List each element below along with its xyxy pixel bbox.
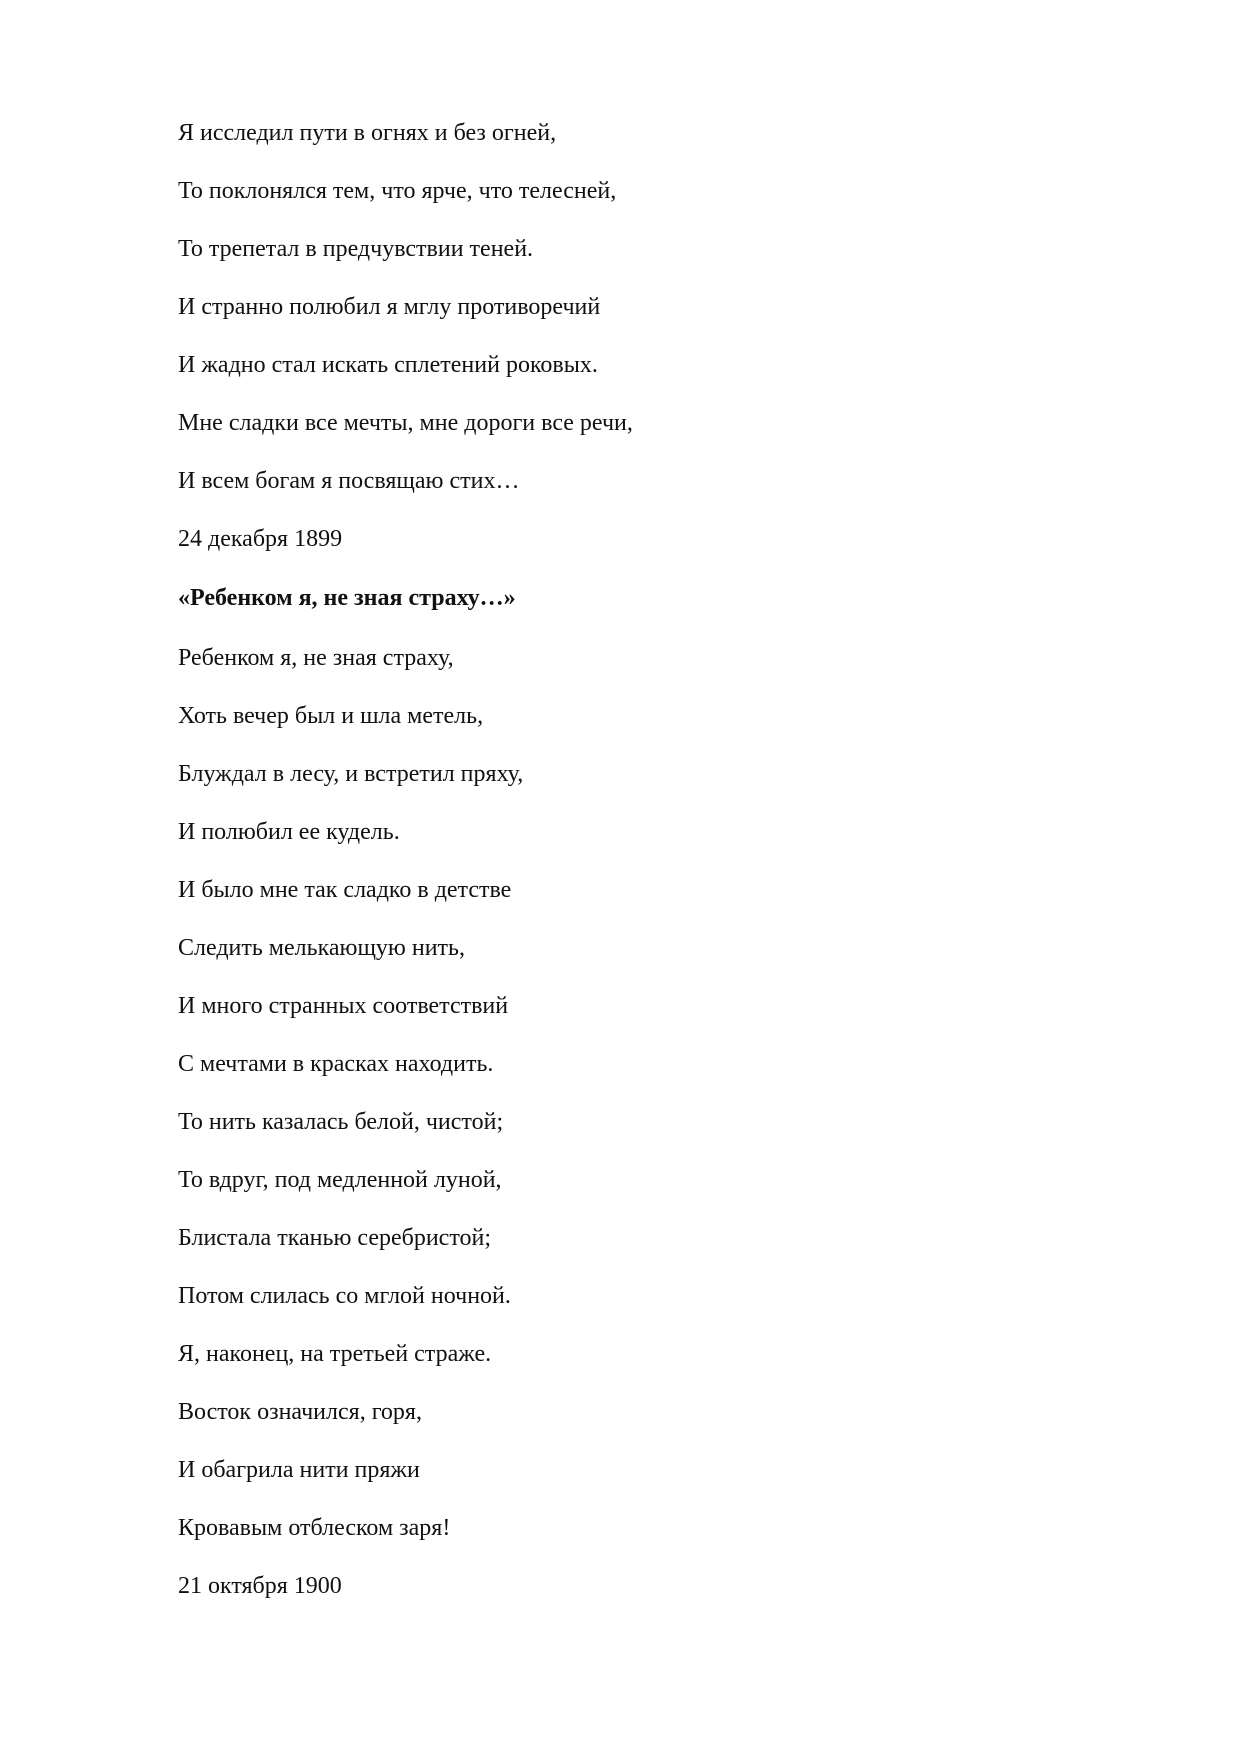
- poem2-line: Восток означился, горя,: [178, 1399, 422, 1425]
- poem2-date: 21 октября 1900: [178, 1573, 342, 1599]
- poem2-line: Следить мелькающую нить,: [178, 935, 465, 961]
- poem2-line: И было мне так сладко в детстве: [178, 877, 512, 903]
- poem2-line: Блуждал в лесу, и встретил пряху,: [178, 761, 524, 787]
- poem2-line: И много странных соответствий: [178, 993, 509, 1019]
- poem1-line: И странно полюбил я мглу противоречий: [178, 294, 601, 320]
- poem1-line: И всем богам я посвящаю стих…: [178, 468, 520, 494]
- poem1-line: То поклонялся тем, что ярче, что телесней,: [178, 178, 617, 204]
- poem2-line: То нить казалась белой, чистой;: [178, 1109, 504, 1135]
- poem2-line: Кровавым отблеском заря!: [178, 1515, 451, 1541]
- poem2-line: И полюбил ее кудель.: [178, 819, 400, 845]
- poem2-line: Хоть вечер был и шла метель,: [178, 703, 484, 729]
- poem1-line: И жадно стал искать сплетений роковых.: [178, 352, 598, 378]
- poem2-line: То вдруг, под медленной луной,: [178, 1167, 502, 1193]
- poem2-line: И обагрила нити пряжи: [178, 1457, 420, 1483]
- poem2-line: Блистала тканью серебристой;: [178, 1225, 492, 1251]
- poem1-date: 24 декабря 1899: [178, 526, 343, 552]
- poem1-line: То трепетал в предчувствии теней.: [178, 236, 534, 262]
- poem2-title: «Ребенком я, не зная страху…»: [178, 585, 516, 611]
- poem2-line: Потом слилась со мглой ночной.: [178, 1283, 511, 1309]
- poem1-line: Мне сладки все мечты, мне дороги все речи,: [178, 410, 633, 436]
- poem1-line: Я исследил пути в огнях и без огней,: [178, 120, 557, 146]
- poem2-line: Ребенком я, не зная страху,: [178, 645, 454, 671]
- poem2-line: Я, наконец, на третьей страже.: [178, 1341, 492, 1367]
- poem2-line: С мечтами в красках находить.: [178, 1051, 494, 1077]
